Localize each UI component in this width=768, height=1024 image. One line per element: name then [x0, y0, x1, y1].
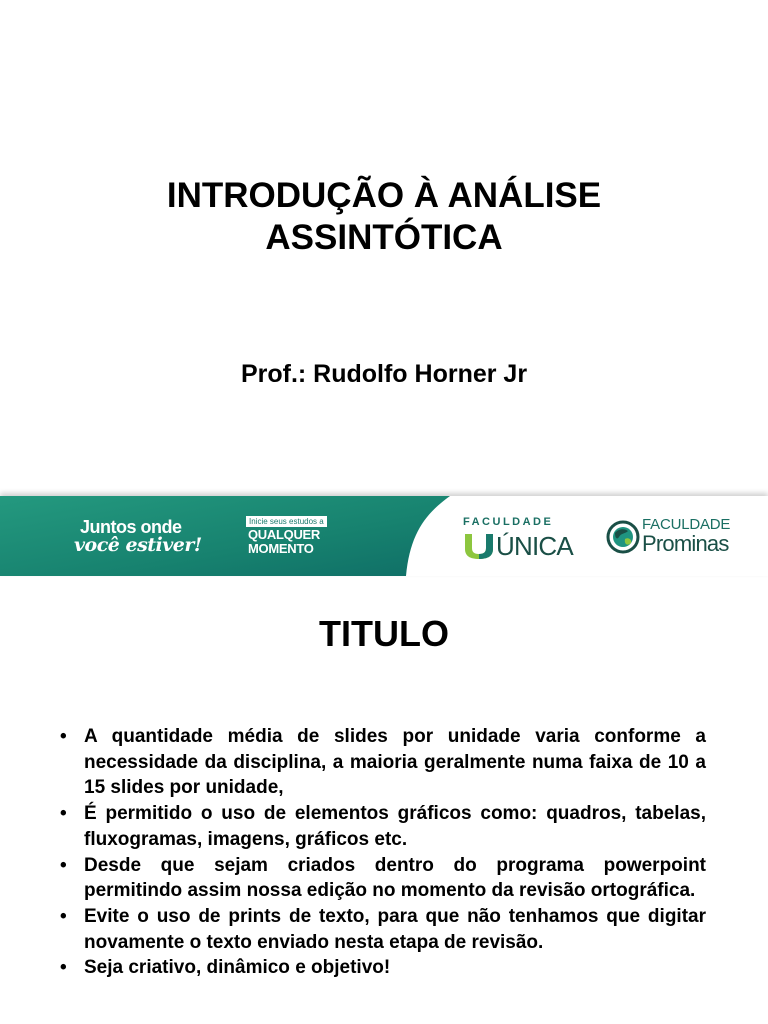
bullet-item [60, 904, 706, 955]
slide-title [0, 175, 768, 259]
faculdade-prominas-logo [604, 514, 749, 560]
bullet-item [60, 801, 706, 852]
bullet-text: A quantidade média de slides por unidade varia conforme a necessidade da disciplina, a maioria geralmente numa faixa de 10 a 15 slides por unidade, [84, 726, 706, 799]
bullet-text: Evite o uso de prints de texto, para que não tenhamos que digitar novamente o texto enviado nesta etapa de revisão. [84, 905, 706, 953]
bullet-marker: • [60, 957, 67, 979]
professor-name: Prof.: Rudolfo Horner Jr [240, 360, 528, 388]
unica-label: FACULDADE [463, 516, 554, 528]
bullet-list [60, 724, 706, 981]
bullet-item [60, 853, 706, 904]
slide-title-line-1: INTRODUÇÃO À ANÁLISE [166, 176, 602, 215]
bullet-marker: • [60, 726, 67, 747]
bullet-item [60, 724, 706, 801]
faculdade-unica-logo [462, 515, 582, 561]
bullet-marker: • [60, 905, 67, 927]
bullet-marker: • [60, 803, 67, 825]
slogan-line-1: Juntos onde [80, 517, 182, 537]
promo-line-3: MOMENTO [248, 541, 314, 556]
unica-wordmark: ÚNICA [496, 531, 573, 561]
bullet-text: Desde que sejam criados dentro do programa powerpoint permitindo assim nossa edição no momento da revisão ortográfica. [84, 854, 706, 902]
promo-badge [246, 516, 336, 560]
promo-line-2: QUALQUER [248, 527, 320, 542]
bullet-item [60, 955, 706, 981]
prominas-label: FACULDADE [642, 516, 731, 533]
content-slide-title: TITULO [319, 613, 449, 654]
unica-u-icon [463, 532, 495, 560]
bullet-text: Seja criativo, dinâmico e objetivo! [84, 957, 391, 979]
slogan-logo [74, 514, 214, 560]
bullet-marker: • [60, 854, 67, 876]
bullet-text: É permitido o uso de elementos gráficos como: quadros, tabelas, fluxogramas, imagens, gráficos etc. [84, 803, 706, 850]
promo-tagline: Inicie seus estudos a [246, 516, 327, 527]
slide-title-line-2: ASSINTÓTICA [265, 218, 503, 257]
globe-icon [606, 520, 640, 554]
prominas-wordmark: Prominas [642, 531, 729, 556]
slogan-line-2: você estiver! [74, 534, 202, 556]
